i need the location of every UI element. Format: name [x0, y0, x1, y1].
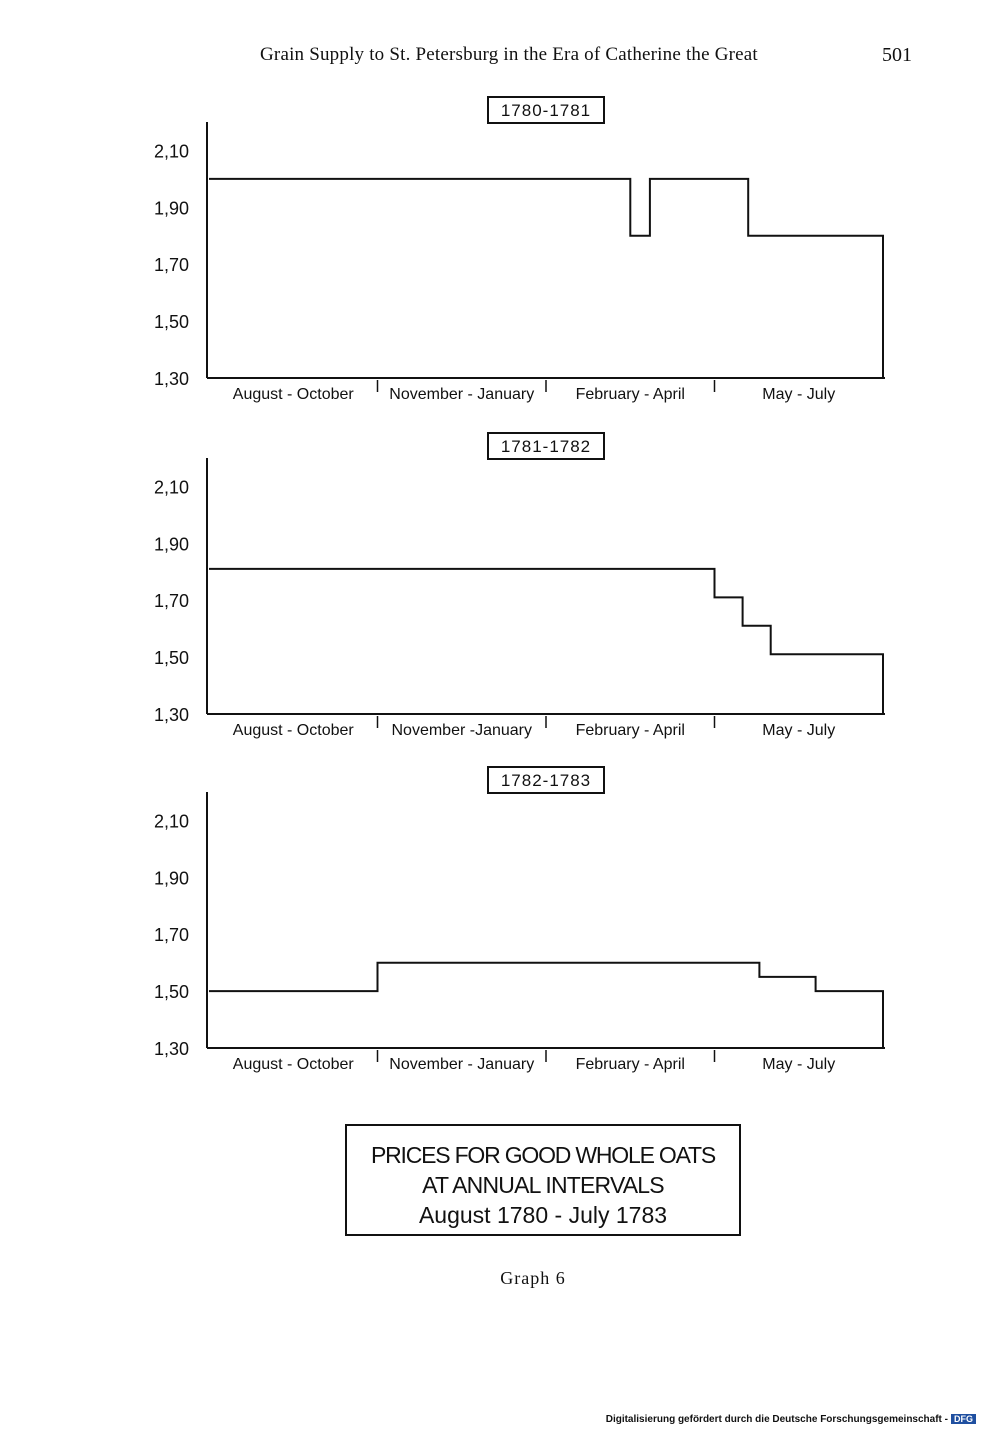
price-line	[209, 569, 883, 714]
x-category-label: May - July	[762, 1056, 836, 1073]
footer	[606, 1414, 976, 1425]
y-tick-label: 1,90	[153, 868, 189, 889]
chart-title: 1780-1781	[500, 101, 592, 120]
y-tick-label: 1,90	[153, 534, 189, 555]
x-category-label: May - July	[762, 722, 836, 739]
y-tick-label: 1,30	[153, 369, 189, 389]
graph-label: Graph 6	[500, 1268, 566, 1288]
price-line	[209, 179, 883, 378]
y-tick-label: 1,50	[153, 312, 189, 333]
footer-text: Digitalisierung gefördert durch die Deutsche Forschungsgemeinschaft -	[605, 1414, 948, 1425]
y-tick-label: 1,50	[153, 648, 189, 669]
dfg-logo: DFG	[951, 1414, 976, 1424]
x-category-label: November -January	[391, 722, 532, 739]
x-category-label: November - January	[389, 386, 535, 403]
x-category-label: November - January	[389, 1056, 535, 1073]
y-tick-label: 1,50	[153, 982, 189, 1003]
x-category-label: February - April	[575, 1056, 685, 1073]
running-head: Grain Supply to St. Petersburg in the Era of Catherine the Great	[260, 44, 758, 65]
caption-box	[345, 1124, 741, 1236]
y-tick-label: 1,30	[153, 705, 189, 725]
x-category-label: May - July	[762, 386, 836, 403]
caption-line-1: PRICES FOR GOOD WHOLE OATS	[370, 1142, 716, 1168]
y-tick-label: 1,90	[153, 198, 189, 219]
y-tick-label: 1,70	[153, 925, 189, 946]
y-tick-label: 2,10	[153, 811, 189, 832]
chart-title: 1781-1782	[500, 437, 592, 456]
caption-line-3: August 1780 - July 1783	[418, 1202, 668, 1228]
y-tick-label: 1,70	[153, 591, 189, 612]
chart-1782-1783	[0, 758, 1000, 1078]
caption-line-2: AT ANNUAL INTERVALS	[422, 1172, 664, 1198]
chart-1781-1782	[0, 424, 1000, 744]
y-tick-label: 2,10	[153, 477, 189, 498]
chart-title: 1782-1783	[500, 771, 592, 790]
chart-1780-1781	[0, 88, 1000, 408]
y-tick-label: 1,30	[153, 1039, 189, 1059]
x-category-label: February - April	[575, 386, 685, 403]
page-number: 501	[882, 44, 912, 66]
y-tick-label: 2,10	[153, 141, 189, 162]
y-tick-label: 1,70	[153, 255, 189, 276]
x-category-label: February - April	[575, 722, 685, 739]
x-category-label: August - October	[232, 386, 354, 403]
x-category-label: August - October	[232, 1056, 354, 1073]
price-line	[209, 963, 883, 1048]
x-category-label: August - October	[232, 722, 354, 739]
